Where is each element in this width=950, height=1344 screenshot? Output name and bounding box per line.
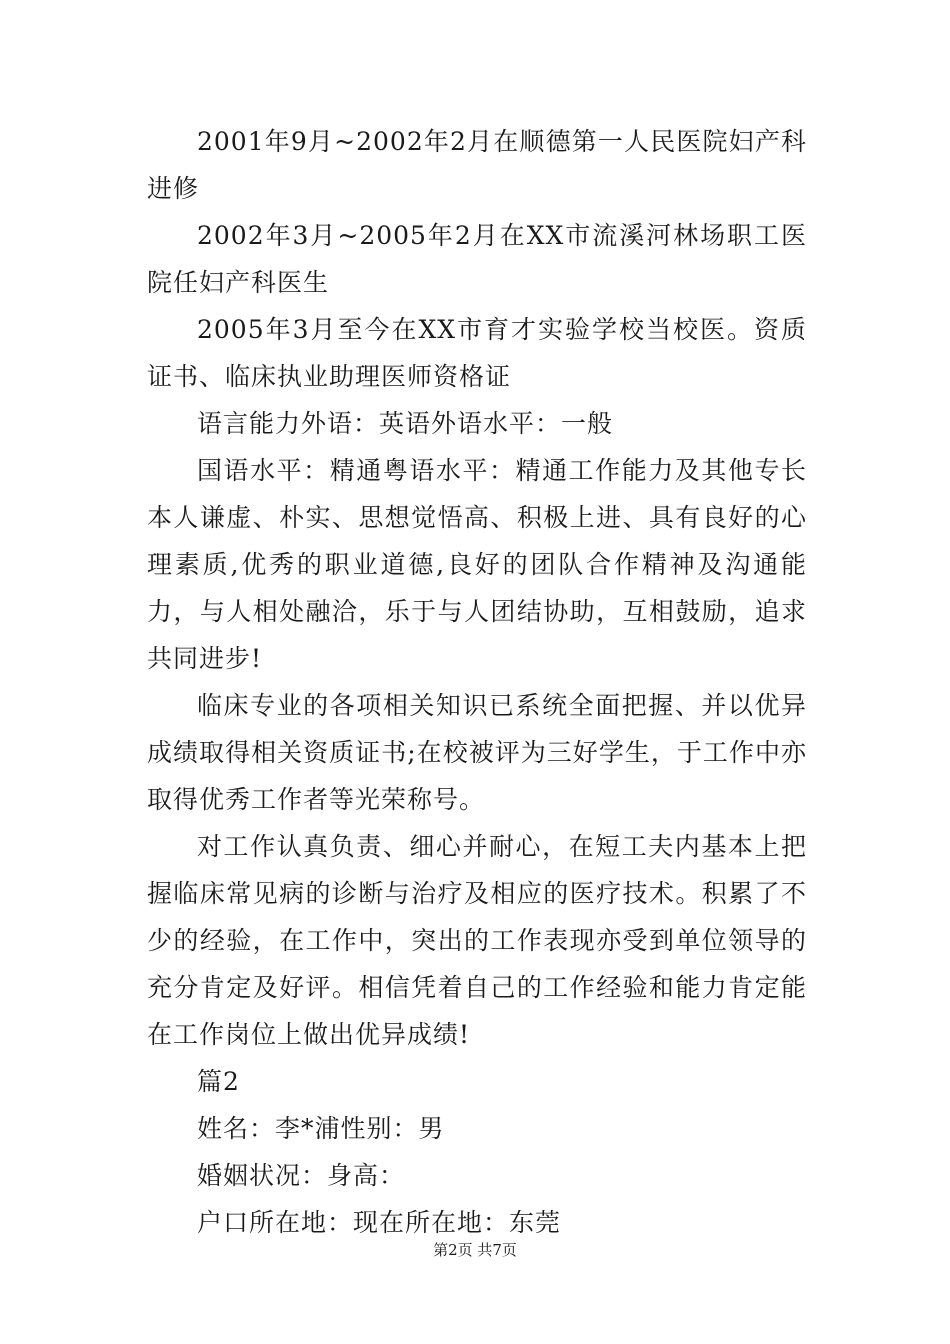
paragraph-foreign-language: 语言能力外语：英语外语水平：一般 <box>197 409 614 438</box>
paragraph-skills: 国语水平：精通粤语水平：精通工作能力及其他专长本人谦虚、朴实、思想觉悟高、积极上进、具有良好的心理素质,优秀的职业道德,良好的团队合作精神及沟通能力，与人相处融洽，乐于与人团结协助，互相鼓励，追求共同进步! <box>147 456 807 673</box>
page-footer: 第2页 共7页 <box>433 1241 517 1259</box>
field-residence: 户口所在地：现在所在地：东莞 <box>197 1208 562 1237</box>
paragraph-school-doctor: 2005年3月至今在XX市育才实验学校当校医。资质证书、临床执业助理医师资格证 <box>147 315 807 391</box>
field-name-gender: 姓名：李*浦性别：男 <box>197 1114 445 1143</box>
section-heading: 篇2 <box>197 1067 240 1096</box>
paragraph-knowledge: 临床专业的各项相关知识已系统全面把握、并以优异成绩取得相关资质证书;在校被评为三好学生，于工作中亦取得优秀工作者等光荣称号。 <box>147 691 807 814</box>
field-marital-height: 婚姻状况：身高： <box>197 1161 406 1190</box>
paragraph-forest-hospital: 2002年3月~2005年2月在XX市流溪河林场职工医院任妇产科医生 <box>147 221 807 297</box>
document-body <box>147 118 807 1246</box>
paragraph-work-attitude: 对工作认真负责、细心并耐心，在短工夫内基本上把握临床常见病的诊断与治疗及相应的医疗技术。积累了不少的经验，在工作中，突出的工作表现亦受到单位领导的充分肯定及好评。相信凭着自己的工作经验和能力肯定能在工作岗位上做出优异成绩! <box>147 832 807 1049</box>
paragraph-training: 2001年9月~2002年2月在顺德第一人民医院妇产科进修 <box>147 127 807 203</box>
